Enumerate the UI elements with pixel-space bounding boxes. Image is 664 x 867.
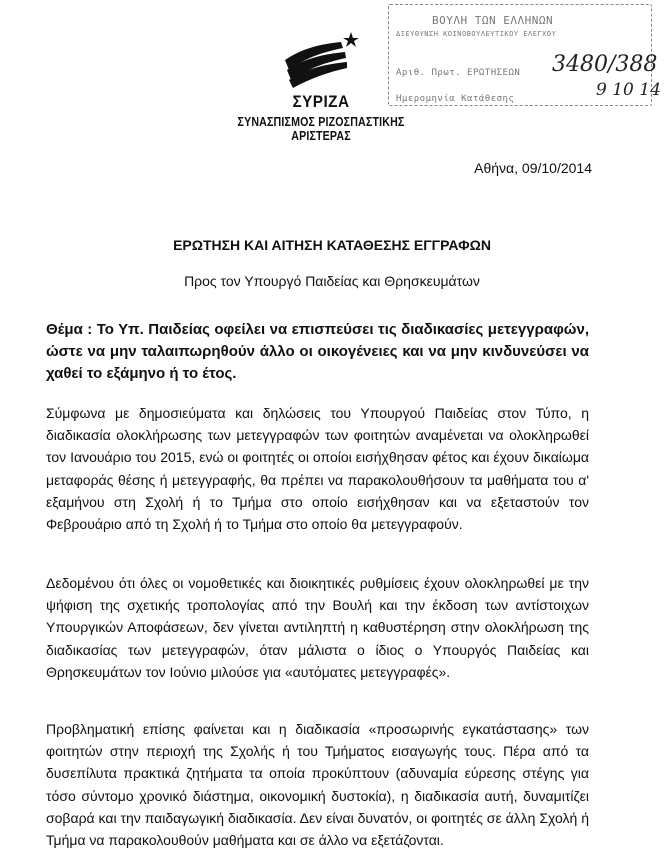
paragraph: Δεδομένου ότι όλες οι νομοθετικές και διοικητικές ρυθμίσεις έχουν ολοκληρωθεί με την ψήφιση της σχετικής τροπολογίας από την Βουλή και την έκδοση των αντίστοιχων Υπουργικών Αποφάσεων, δεν γίνεται αντιληπτή η καθυστέρηση στην ολοκλήρωση της διαδικασίας των μετεγγραφών, όταν μάλιστα ο ίδιος ο Υπουργός Παιδείας και Θρησκευμάτων τον Ιούνιο μιλούσε για «αυτόματες μετεγγραφές».	[46, 575, 589, 680]
party-name: ΣΥΡΙΖΑ	[292, 92, 350, 111]
stamp-line: ΒΟΥΛΗ ΤΩΝ ΕΛΛΗΝΩΝ	[432, 14, 554, 27]
recipient: Προς τον Υπουργό Παιδείας και Θρησκευμάτων	[184, 273, 480, 289]
party-flag-icon	[283, 30, 363, 90]
stamp-protocol-number: 3480/388	[552, 52, 658, 77]
stamp-date: 9 10 14	[596, 80, 661, 100]
paragraph: Σύμφωνα με δημοσιεύματα και δηλώσεις του Υπουργού Παιδείας στον Τύπο, η διαδικασία ολοκλήρωσης των μετεγγραφών των φοιτητών αναμένεται να ολοκληρωθεί τον Ιανουάριο του 2015, ενώ οι φοιτητές οι οποίοι εισήχθησαν φέτος και έχουν δικαίωμα μεταφοράς θέσης ή μετεγγραφής, θα πρέπει να παρακολουθήσουν τα μαθήματα του α' εξαμήνου στη Σχολή ή το Τμήμα στο οποίο εισήχθησαν και να εξεταστούν τον Φεβρουάριο από τη Σχολή ή το Τμήμα στο οποίο θα μετεγγραφούν.	[46, 405, 589, 533]
document-title: ΕΡΩΤΗΣΗ ΚΑΙ ΑΙΤΗΣΗ ΚΑΤΑΘΕΣΗΣ ΕΓΓΡΑΦΩΝ	[173, 237, 491, 253]
party-subtitle: ΣΥΝΑΣΠΙΣΜΟΣ ΡΙΖΟΣΠΑΣΤΙΚΗΣ ΑΡΙΣΤΕΡΑΣ	[237, 115, 405, 143]
registration-stamp	[380, 0, 664, 112]
subject: Θέμα : Το Υπ. Παιδείας οφείλει να επισπεύσει τις διαδικασίες μετεγγραφών, ώστε να μην ταλαιπωρηθούν άλλο οι οικογένειες και να μην κινδυνεύσει να χαθεί το εξάμηνο ή το έτος.	[46, 321, 589, 382]
stamp-line: Ημερομηνία Κατάθεσης	[396, 94, 515, 104]
stamp-line: Αριθ. Πρωτ. ΕΡΩΤΗΣΕΩΝ	[396, 68, 521, 78]
document-date: Αθήνα, 09/10/2014	[474, 160, 592, 176]
stamp-line: ΔΙΕΥΘΥΝΣΗ ΚΟΙΝΟΒΟΥΛΕΥΤΙΚΟΥ ΕΛΕΓΧΟΥ	[396, 30, 557, 38]
paragraph: Προβληματική επίσης φαίνεται και η διαδικασία «προσωρινής εγκατάστασης» των φοιτητών στην περιοχή της Σχολής ή του Τμήματος εισαγωγής τους. Πέρα από τα δυσεπίλυτα πρακτικά ζητήματα τα οποία προκύπτουν (αδυναμία εύρεσης στέγης για τόσο σύντομο χρονικό διάστημα, οικονομική δυστοκία), η διαδικασία αυτή, δυναμιτίζει σοβαρά και την παιδαγωγική διαδικασία. Δεν είναι δυνατόν, οι φοιτητές σε άλλη Σχολή ή Τμήμα να παρακολουθούν μαθήματα και σε άλλο να εξετάζονται.	[46, 721, 589, 849]
